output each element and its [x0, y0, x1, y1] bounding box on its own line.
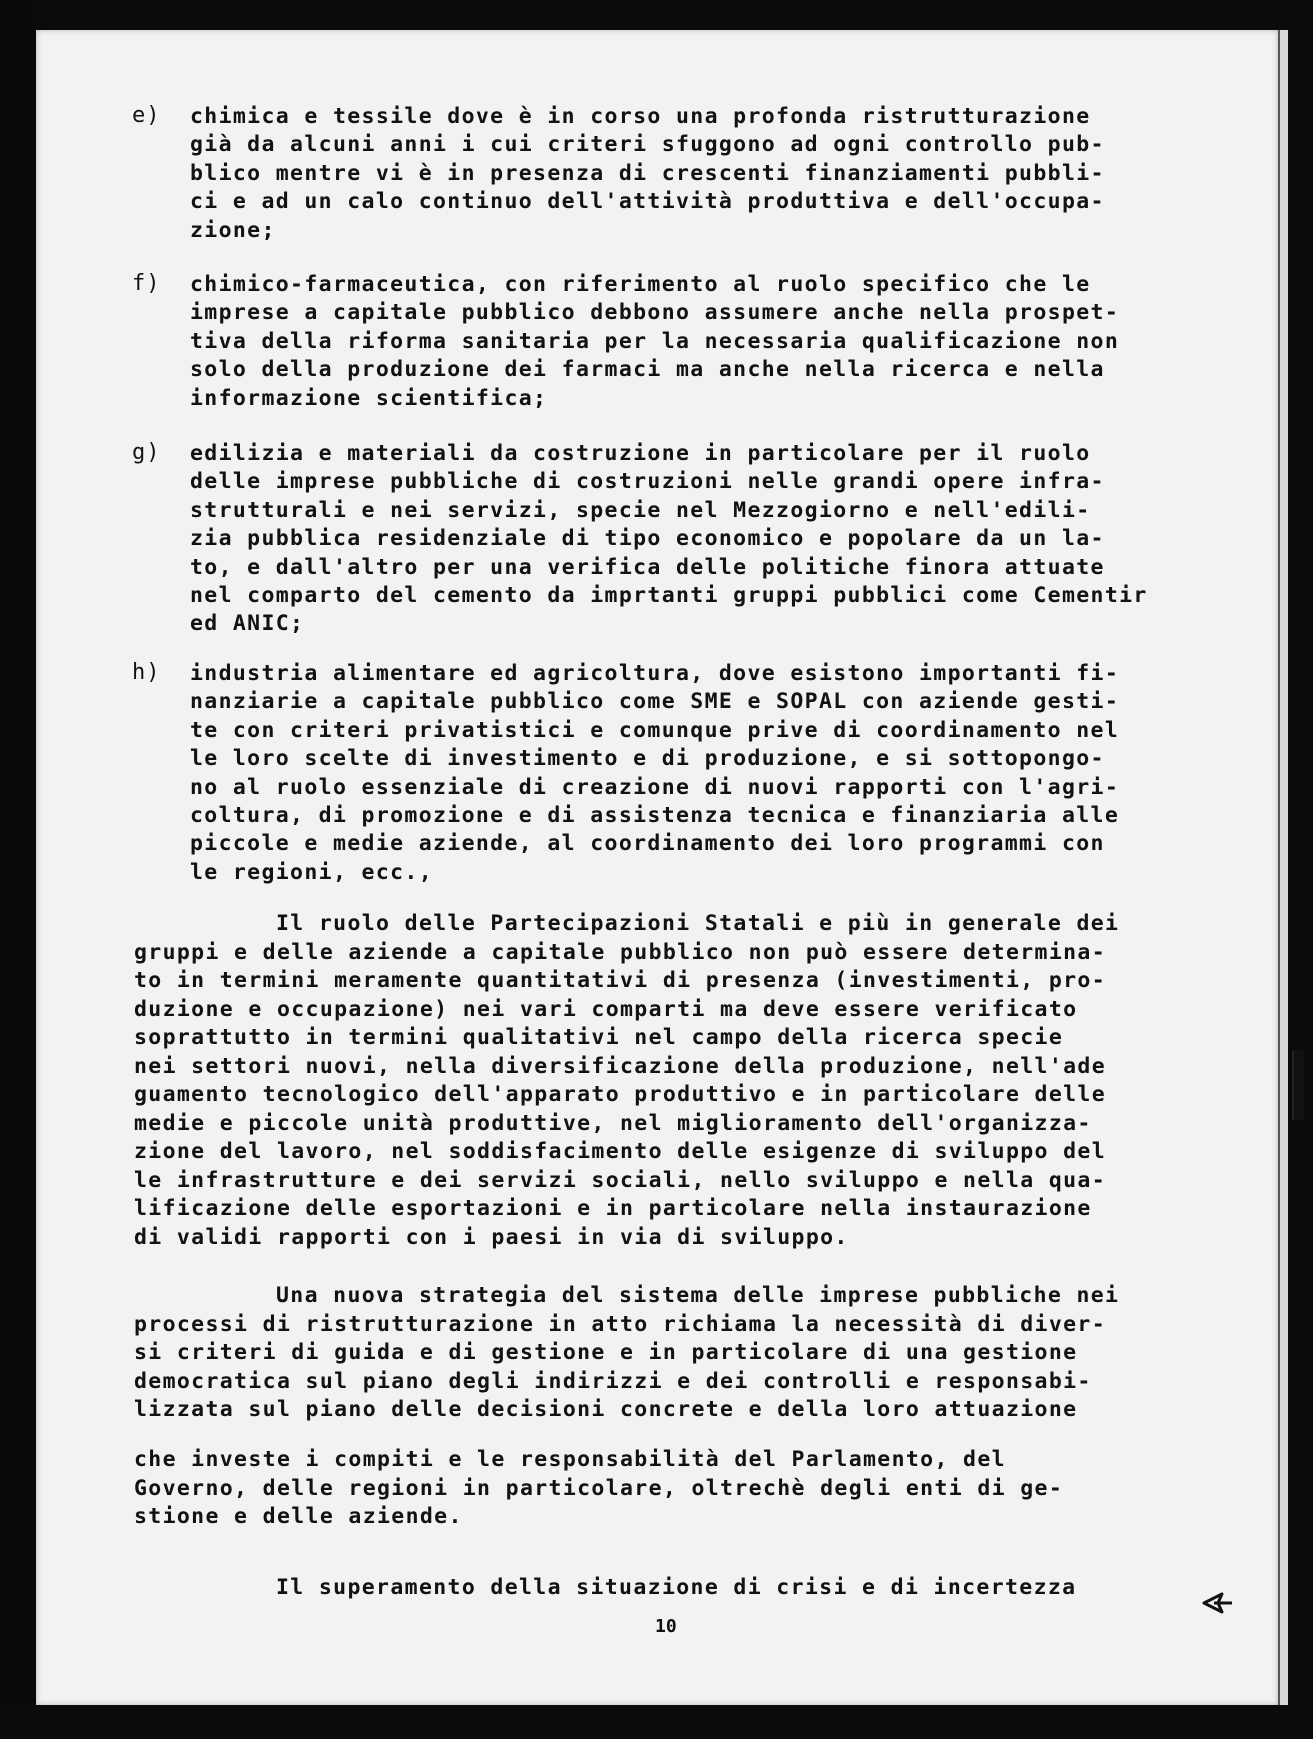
list-marker: e) — [132, 103, 161, 128]
text-line — [134, 910, 1194, 939]
text-line: di validi rapporti con i paesi in via di sviluppo. — [134, 1224, 849, 1250]
text-line: duzione e occupazione) nei vari comparti ma deve essere verificato — [134, 996, 1078, 1022]
text-line: tiva della riforma sanitaria per la necessaria qualificazione non — [190, 328, 1120, 354]
list-marker: f) — [132, 271, 161, 296]
text-line: industria alimentare ed agricoltura, dove esistono importanti fi- — [190, 661, 1120, 686]
text-line: lizzata sul piano delle decisioni concrete e della loro attuazione — [134, 1397, 1078, 1422]
text-line: imprese a capitale pubblico debbono assumere anche nella prospet- — [190, 300, 1120, 326]
text-line — [134, 1282, 1194, 1311]
page-number: 10 — [655, 1616, 677, 1637]
page-edge — [1278, 30, 1288, 1705]
text-line: chimica e tessile dove è in corso una profonda ristrutturazione — [190, 104, 1091, 129]
text-line: Governo, delle regioni in particolare, oltrechè degli enti di ge- — [134, 1475, 1064, 1501]
text-line: solo della produzione dei farmaci ma anche nella ricerca e nella — [190, 357, 1105, 383]
text-line: lificazione delle esportazioni e in particolare nella instaurazione — [134, 1196, 1092, 1221]
text-line: coltura, di promozione e di assistenza tecnica e finanziaria alle — [190, 803, 1120, 829]
text-line: processi di ristrutturazione in atto richiama la necessità di diver- — [134, 1311, 1106, 1337]
text-line: piccole e medie aziende, al coordinamento dei loro programmi con — [190, 831, 1105, 857]
text-line: nel comparto del cemento da imprtanti gruppi pubblici come Cementir — [190, 583, 1148, 609]
text-line: strutturali e nei servizi, specie nel Mezzogiorno e nell'edili- — [190, 497, 1091, 523]
text-line: to, e dall'altro per una verifica delle politiche finora attuate — [190, 554, 1105, 580]
text-line: gruppi e delle aziende a capitale pubblico non può essere determina- — [134, 939, 1106, 965]
text-run: Il ruolo delle Partecipazioni Statali e più in generale dei — [276, 911, 1120, 936]
text-line: ci e ad un calo continuo dell'attività produttiva e dell'occupa- — [190, 189, 1105, 215]
scan-border-left — [0, 0, 36, 1739]
text-line: delle imprese pubbliche di costruzioni nelle grandi opere infra- — [190, 469, 1105, 495]
text-line: ed ANIC; — [190, 611, 305, 637]
text-line: soprattutto in termini qualitativi nel campo della ricerca specie — [134, 1025, 1064, 1050]
paragraph-strategia — [134, 1282, 1194, 1425]
text-line: guamento tecnologico dell'apparato produttivo e in particolare delle — [134, 1082, 1106, 1107]
scan-border-bottom — [0, 1705, 1313, 1739]
text-line: che investe i compiti e le responsabilità del Parlamento, del — [134, 1447, 1006, 1472]
text-line: nei settori nuovi, nella diversificazione della produzione, nell'ade — [134, 1053, 1106, 1079]
list-item-text — [190, 660, 1200, 887]
text-line: chimico-farmaceutica, con riferimento al ruolo specifico che le — [190, 272, 1091, 297]
text-line: edilizia e materiali da costruzione in particolare per il ruolo — [190, 441, 1091, 466]
text-line: le loro scelte di investimento e di produzione, e si sottopongo- — [190, 746, 1105, 772]
list-item-text — [190, 271, 1200, 413]
list-marker: h) — [132, 660, 161, 685]
list-marker: g) — [132, 440, 161, 465]
text-run: Una nuova strategia del sistema delle imprese pubbliche nei — [276, 1283, 1120, 1308]
text-run: Il superamento della situazione di crisi e di incertezza — [276, 1575, 1077, 1600]
scan-border-right — [1286, 0, 1313, 1739]
paragraph-compiti — [134, 1446, 1194, 1532]
text-line — [134, 1574, 1194, 1603]
text-line: si criteri di guida e di gestione e in particolare di una gestione — [134, 1340, 1078, 1365]
arrow-right-icon — [1200, 1588, 1234, 1618]
paragraph-partecipazioni — [134, 910, 1194, 1252]
text-line: zione; — [190, 217, 276, 243]
text-line: blico mentre vi è in presenza di crescenti finanziamenti pubbli- — [190, 160, 1105, 186]
text-line: democratica sul piano degli indirizzi e dei controlli e responsabi- — [134, 1368, 1092, 1394]
text-line: stione e delle aziende. — [134, 1504, 463, 1529]
binding-notch — [1292, 1050, 1304, 1120]
text-line: le infrastrutture e dei servizi sociali, nello sviluppo e nella qua- — [134, 1167, 1106, 1193]
text-line: no al ruolo essenziale di creazione di nuovi rapporti con l'agri- — [190, 774, 1120, 800]
text-line: te con criteri privatistici e comunque prive di coordinamento nel — [190, 717, 1120, 743]
list-item-text — [190, 103, 1200, 245]
text-line: to in termini meramente quantitativi di presenza (investimenti, pro- — [134, 968, 1106, 993]
list-item-text — [190, 440, 1200, 639]
text-line: zia pubblica residenziale di tipo economico e popolare da un la- — [190, 526, 1105, 552]
text-line: medie e piccole unità produttive, nel miglioramento dell'organizza- — [134, 1110, 1092, 1136]
text-line: le regioni, ecc., — [190, 859, 433, 885]
paragraph-superamento — [134, 1574, 1194, 1603]
text-line: già da alcuni anni i cui criteri sfuggono ad ogni controllo pub- — [190, 132, 1105, 158]
text-line: informazione scientifica; — [190, 385, 548, 411]
scan-border-top — [0, 0, 1313, 30]
text-line: zione del lavoro, nel soddisfacimento delle esigenze di sviluppo del — [134, 1139, 1106, 1164]
text-line: nanziarie a capitale pubblico come SME e SOPAL con aziende gesti- — [190, 689, 1120, 715]
